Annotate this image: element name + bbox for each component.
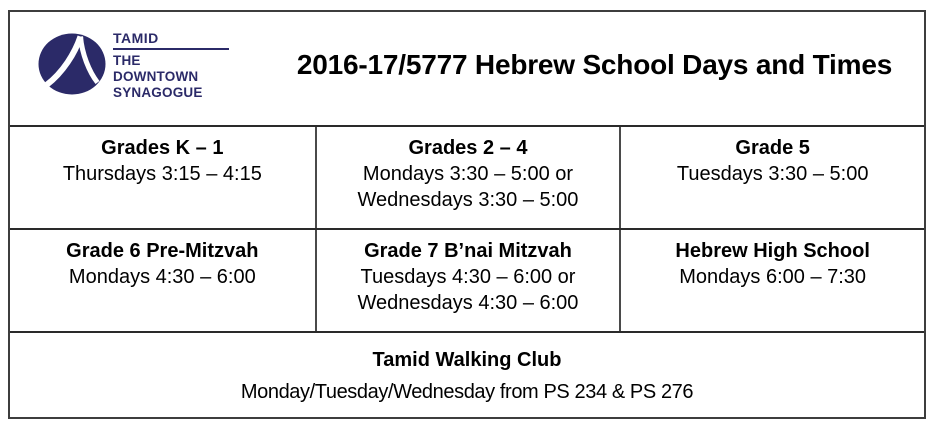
grade-title: Grade 7 B’nai Mitzvah bbox=[364, 240, 572, 262]
logo-subtitle-line1: THE DOWNTOWN bbox=[113, 52, 199, 84]
logo-divider-rule bbox=[113, 48, 229, 50]
schedule-row-1 bbox=[10, 127, 924, 230]
grade-title: Grade 5 bbox=[735, 137, 810, 159]
tamid-logo bbox=[38, 28, 229, 101]
schedule-cell-grades-2-4 bbox=[315, 127, 620, 228]
tamid-logo-icon bbox=[38, 33, 106, 95]
grade-title: Grades 2 – 4 bbox=[408, 137, 528, 159]
logo-subtitle-line2: SYNAGOGUE bbox=[113, 84, 203, 100]
grade-times: Thursdays 3:15 – 4:15 bbox=[62, 163, 262, 185]
grade-times: Mondays 4:30 – 6:00 bbox=[68, 266, 256, 288]
schedule-cell-grades-k-1 bbox=[10, 127, 315, 228]
grade-times: Tuesdays 3:30 – 5:00 bbox=[676, 163, 869, 185]
logo-name: TAMID bbox=[113, 29, 159, 46]
schedule-cell-grade-7 bbox=[315, 230, 620, 331]
walking-club-detail: Monday/Tuesday/Wednesday from PS 234 & PS 276 bbox=[240, 381, 694, 403]
page-title: 2016-17/5777 Hebrew School Days and Times bbox=[296, 48, 893, 80]
grade-title: Grade 6 Pre-Mitzvah bbox=[66, 240, 259, 262]
grade-times: Tuesdays 4:30 – 6:00 or bbox=[360, 266, 576, 288]
walking-club-row bbox=[10, 333, 924, 417]
schedule-row-2 bbox=[10, 230, 924, 333]
grade-times: Wednesdays 3:30 – 5:00 bbox=[357, 189, 579, 211]
grade-times: Wednesdays 4:30 – 6:00 bbox=[357, 292, 579, 314]
grade-times: Mondays 3:30 – 5:00 or bbox=[362, 163, 574, 185]
schedule-sheet bbox=[8, 10, 926, 419]
walking-club-title: Tamid Walking Club bbox=[372, 349, 562, 371]
schedule-cell-grade-5 bbox=[619, 127, 924, 228]
grade-title: Grades K – 1 bbox=[101, 137, 224, 159]
schedule-cell-hebrew-high-school bbox=[619, 230, 924, 331]
grade-title: Hebrew High School bbox=[675, 240, 870, 262]
header-row bbox=[10, 12, 924, 127]
grade-times: Mondays 6:00 – 7:30 bbox=[679, 266, 867, 288]
schedule-cell-grade-6 bbox=[10, 230, 315, 331]
logo-wordmark bbox=[113, 31, 229, 101]
